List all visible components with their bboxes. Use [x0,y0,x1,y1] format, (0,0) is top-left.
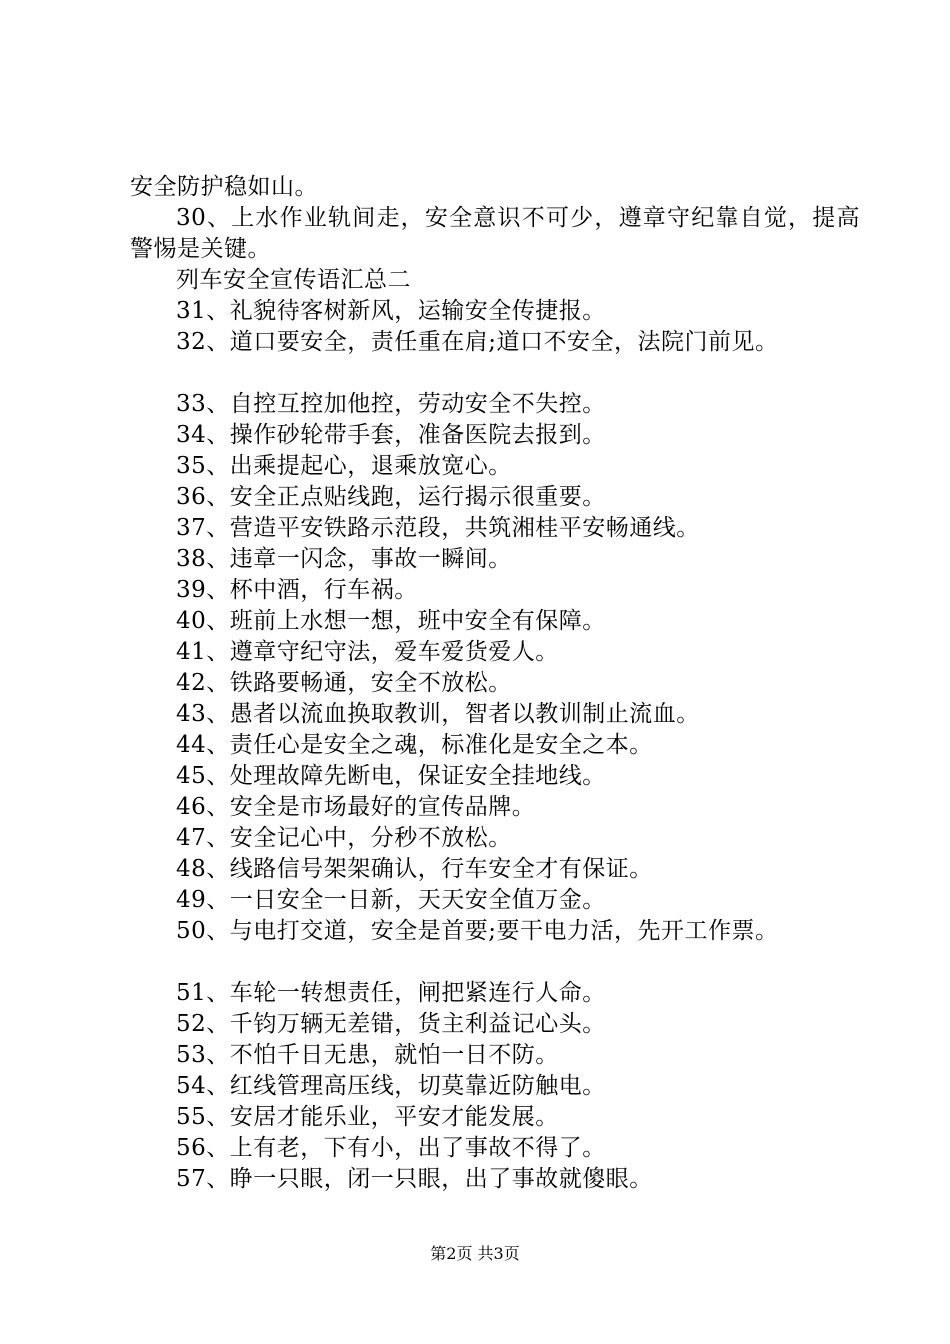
slogan-item: 34、操作砂轮带手套，准备医院去报到。 [176,422,606,448]
slogan-item: 47、安全记心中，分秒不放松。 [176,825,512,851]
paragraph-continuation: 安全防护稳如山。 [130,174,318,200]
slogan-item: 31、礼貌待客树新风，运输安全传捷报。 [176,298,606,324]
slogan-item: 50、与电打交道，安全是首要;要干电力活，先开工作票。 [176,918,779,944]
document-body [130,172,860,1195]
slogan-item: 48、线路信号架架确认，行车安全才有保证。 [176,856,653,882]
slogan-item: 45、处理故障先断电，保证安全挂地线。 [176,763,606,789]
slogan-item: 41、遵章守纪守法，爱车爱货爱人。 [176,639,559,665]
slogan-item: 54、红线管理高压线，切莫靠近防触电。 [176,1073,606,1099]
slogan-item: 57、睁一只眼，闭一只眼，出了事故就傻眼。 [176,1166,653,1192]
slogan-item: 40、班前上水想一想，班中安全有保障。 [176,608,606,634]
slogan-item-30: 30、上水作业轨间走，安全意识不可少，遵章守纪靠自觉，提高警惕是关键。 [130,205,860,262]
slogan-item: 36、安全正点贴线跑，运行揭示很重要。 [176,484,606,510]
slogan-item: 33、自控互控加他控，劳动安全不失控。 [176,391,606,417]
slogan-item: 43、愚者以流血换取教训，智者以教训制止流血。 [176,701,700,727]
slogan-item: 35、出乘提起心，退乘放宽心。 [176,453,512,479]
slogan-item: 32、道口要安全，责任重在肩;道口不安全，法院门前见。 [176,329,779,355]
slogan-item: 39、杯中酒，行车祸。 [176,577,418,603]
slogan-item: 52、千钧万辆无差错，货主利益记心头。 [176,1011,606,1037]
page-number-label: 第2页 共3页 [430,1244,520,1263]
slogan-item: 42、铁路要畅通，安全不放松。 [176,670,512,696]
section-heading: 列车安全宣传语汇总二 [176,267,411,293]
slogan-item: 53、不怕千日无患，就怕一日不防。 [176,1042,559,1068]
slogan-item: 37、营造平安铁路示范段，共筑湘桂平安畅通线。 [176,515,700,541]
blank-line [130,947,860,978]
slogan-item: 44、责任心是安全之魂，标准化是安全之本。 [176,732,653,758]
slogan-item: 46、安全是市场最好的宣传品牌。 [176,794,536,820]
slogan-item: 49、一日安全一日新，天天安全值万金。 [176,887,606,913]
blank-line [130,358,860,389]
slogan-item: 38、违章一闪念，事故一瞬间。 [176,546,512,572]
page-footer [0,1244,950,1264]
slogan-item: 55、安居才能乐业，平安才能发展。 [176,1104,559,1130]
slogan-item: 56、上有老，下有小，出了事故不得了。 [176,1135,606,1161]
slogan-item: 51、车轮一转想责任，闸把紧连行人命。 [176,980,606,1006]
